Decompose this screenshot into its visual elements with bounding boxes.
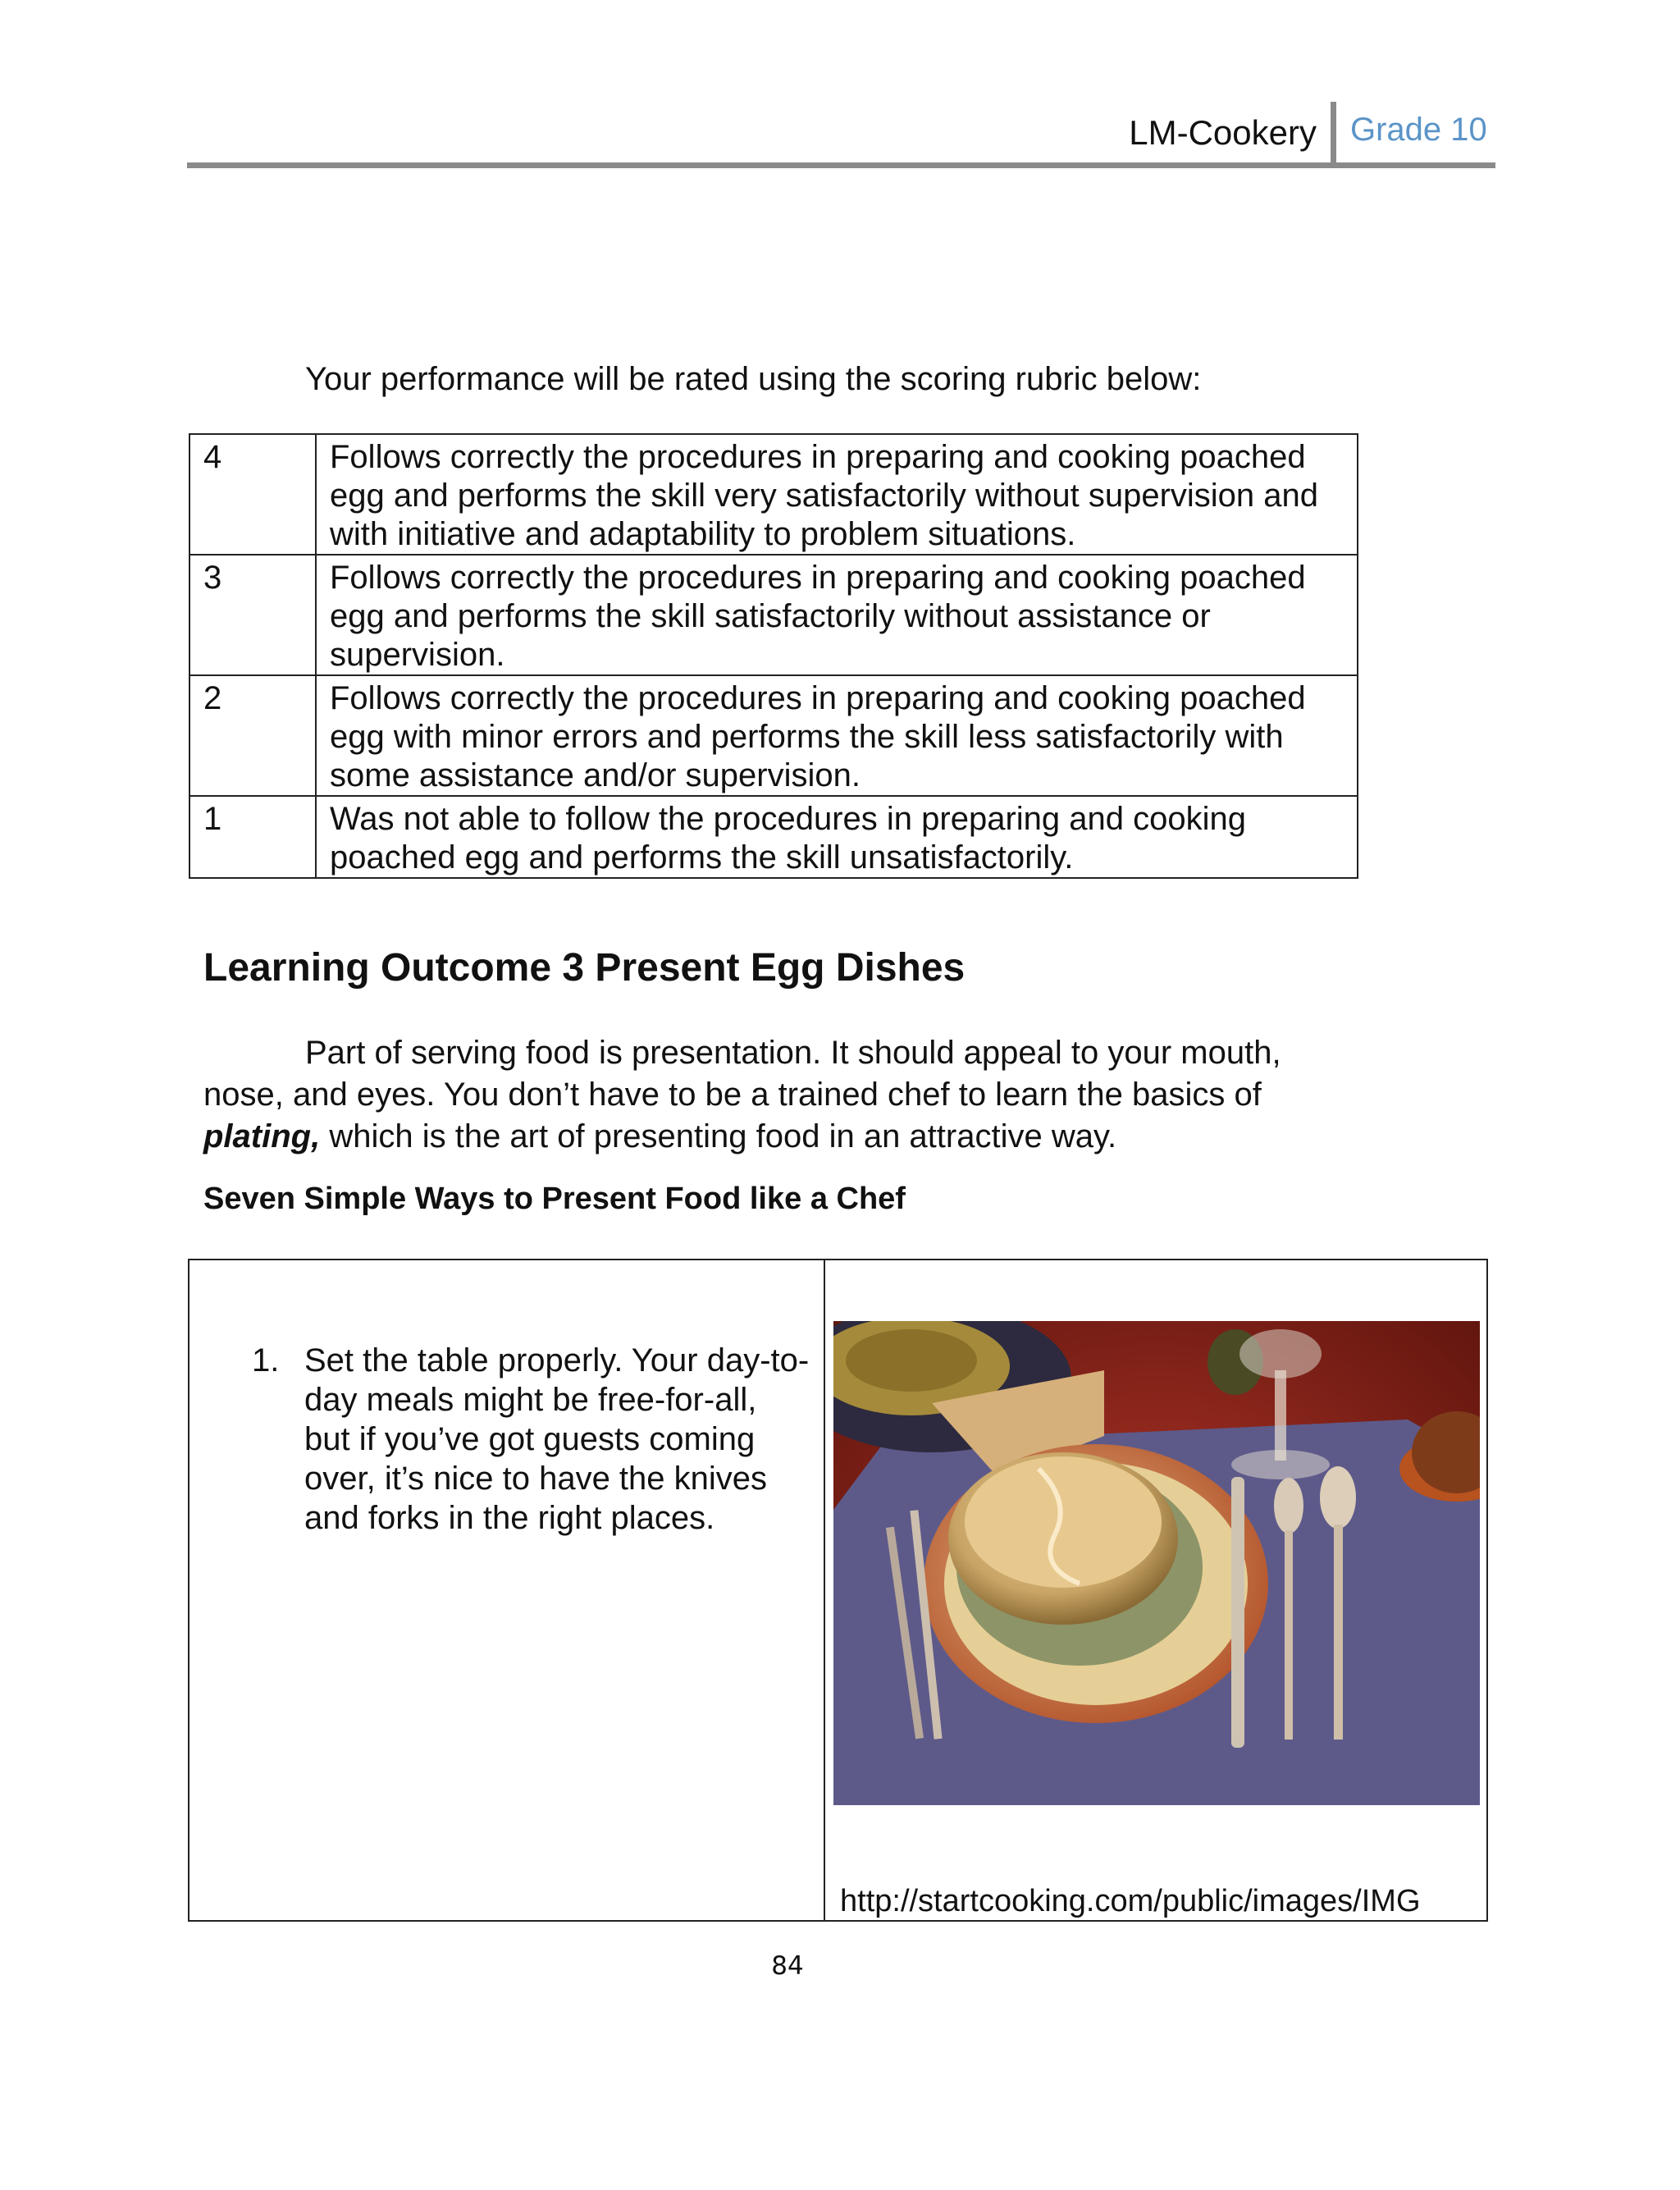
rubric-score: 1 xyxy=(189,796,316,878)
header-divider xyxy=(1331,102,1336,164)
rubric-row xyxy=(189,434,1358,555)
header-grade: Grade 10 xyxy=(1350,112,1487,148)
rubric-score: 2 xyxy=(189,675,316,796)
rubric-description: Follows correctly the procedures in preparing and cooking poached egg with minor errors and performs the skill less satisfactorily with some assistance and/or supervision. xyxy=(316,675,1358,796)
learning-outcome-heading: Learning Outcome 3 Present Egg Dishes xyxy=(203,946,966,990)
rubric-row xyxy=(189,796,1358,878)
scoring-rubric-table xyxy=(189,433,1358,879)
rubric-score: 4 xyxy=(189,434,316,555)
paragraph-text-part2: which is the art of presenting food in an attractive way. xyxy=(320,1118,1117,1154)
header-subject: LM-Cookery xyxy=(1129,113,1317,152)
tip-item xyxy=(252,1341,810,1538)
tip-number: 1. xyxy=(252,1342,280,1378)
rubric-row xyxy=(189,555,1358,675)
paragraph-text-part1: Part of serving food is presentation. It should appeal to your mouth, nose, and eyes. You don’t have to be a trained chef to learn the basics of xyxy=(203,1035,1281,1113)
plating-term: plating, xyxy=(203,1118,321,1154)
rubric-score: 3 xyxy=(189,555,316,675)
tip-text: Set the table properly. Your day-to-day meals might be free-for-all, but if you’ve got guests coming over, it’s nice to have the knives and forks in the right places. xyxy=(304,1342,810,1536)
header-rule xyxy=(187,162,1495,168)
presentation-paragraph xyxy=(203,1032,1352,1158)
tips-subheading: Seven Simple Ways to Present Food like a Chef xyxy=(203,1182,906,1216)
table-column-divider xyxy=(824,1260,825,1920)
rubric-description: Follows correctly the procedures in preparing and cooking poached egg and performs the skill very satisfactorily without supervision and with initiative and adaptability to problem situations. xyxy=(316,434,1358,555)
tips-table xyxy=(188,1259,1488,1922)
rubric-description: Follows correctly the procedures in preparing and cooking poached egg and performs the skill satisfactorily without assistance or supervision. xyxy=(316,555,1358,675)
page-number: 84 xyxy=(771,1951,804,1981)
rubric-intro: Your performance will be rated using the scoring rubric below: xyxy=(305,361,1202,397)
table-setting-photo xyxy=(833,1321,1480,1805)
image-source-caption: http://startcooking.com/public/images/IMG xyxy=(840,1884,1421,1918)
rubric-row xyxy=(189,675,1358,796)
rubric-description: Was not able to follow the procedures in preparing and cooking poached egg and performs the skill unsatisfactorily. xyxy=(316,796,1358,878)
